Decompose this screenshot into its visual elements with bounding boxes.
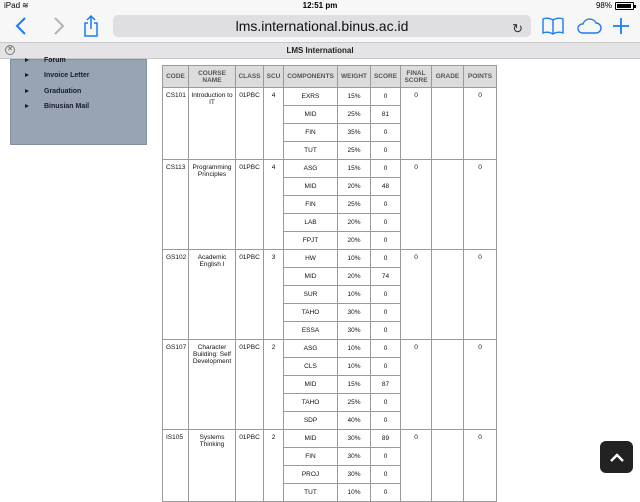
component-score-cell: 0 — [371, 412, 401, 430]
component-score-cell: 0 — [371, 448, 401, 466]
column-header: COURSE NAME — [189, 66, 236, 88]
course-scu-cell: 4 — [264, 88, 284, 160]
bookmarks-button[interactable] — [541, 14, 565, 38]
component-name-cell: MID — [284, 376, 338, 394]
component-name-cell: FPJT — [284, 232, 338, 250]
address-bar[interactable] — [113, 15, 531, 37]
table-row — [163, 340, 497, 358]
component-name-cell: ESSA — [284, 322, 338, 340]
share-button[interactable] — [80, 14, 102, 38]
component-weight-cell: 20% — [338, 268, 371, 286]
course-scu-cell: 2 — [264, 430, 284, 502]
tab-title[interactable]: LMS International — [286, 46, 354, 55]
sidebar-item-label: Graduation — [44, 88, 82, 95]
component-name-cell: MID — [284, 268, 338, 286]
column-header: SCU — [264, 66, 284, 88]
share-icon — [83, 15, 99, 37]
column-header: SCORE — [371, 66, 401, 88]
component-weight-cell: 15% — [338, 376, 371, 394]
component-score-cell: 0 — [371, 250, 401, 268]
component-score-cell: 48 — [371, 178, 401, 196]
component-weight-cell: 30% — [338, 430, 371, 448]
chevron-right-icon — [53, 17, 65, 35]
component-score-cell: 0 — [371, 196, 401, 214]
column-header: FINAL SCORE — [401, 66, 432, 88]
component-score-cell: 0 — [371, 124, 401, 142]
column-header: CODE — [163, 66, 189, 88]
component-name-cell: MID — [284, 430, 338, 448]
status-bar — [0, 0, 640, 11]
cloud-icon — [576, 18, 602, 34]
course-name-cell: Programming Principles — [189, 160, 236, 250]
component-name-cell: ASG — [284, 160, 338, 178]
component-weight-cell: 25% — [338, 106, 371, 124]
component-score-cell: 0 — [371, 466, 401, 484]
component-weight-cell: 10% — [338, 250, 371, 268]
grades-body — [163, 88, 497, 502]
final-score-cell: 0 — [401, 88, 432, 160]
grades-table — [162, 65, 497, 502]
url-text: lms.international.binus.ac.id — [235, 18, 409, 34]
component-score-cell: 0 — [371, 142, 401, 160]
component-name-cell: TAHO — [284, 394, 338, 412]
component-weight-cell: 30% — [338, 466, 371, 484]
component-weight-cell: 35% — [338, 124, 371, 142]
sidebar-item-label: Forum — [44, 57, 66, 64]
back-button[interactable] — [10, 14, 32, 38]
course-class-cell: 01PBC — [236, 88, 264, 160]
course-class-cell: 01PBC — [236, 430, 264, 502]
wifi-icon: ≋ — [22, 1, 29, 10]
reload-icon[interactable]: ↻ — [512, 21, 523, 36]
table-row — [163, 250, 497, 268]
component-name-cell: EXRS — [284, 88, 338, 106]
component-weight-cell: 25% — [338, 196, 371, 214]
course-scu-cell: 2 — [264, 340, 284, 430]
course-class-cell: 01PBC — [236, 160, 264, 250]
column-header: COMPONENTS — [284, 66, 338, 88]
arrow-right-icon — [25, 104, 29, 108]
component-name-cell: MID — [284, 106, 338, 124]
component-name-cell: MID — [284, 178, 338, 196]
sidebar-item-label: Binusian Mail — [44, 103, 90, 110]
grade-cell — [432, 250, 464, 340]
component-weight-cell: 10% — [338, 286, 371, 304]
component-weight-cell: 30% — [338, 304, 371, 322]
battery-percent: 98% — [595, 1, 612, 10]
component-weight-cell: 30% — [338, 448, 371, 466]
browser-toolbar — [0, 11, 640, 42]
component-weight-cell: 25% — [338, 142, 371, 160]
final-score-cell: 0 — [401, 250, 432, 340]
component-weight-cell: 25% — [338, 394, 371, 412]
component-score-cell: 87 — [371, 376, 401, 394]
component-score-cell: 0 — [371, 232, 401, 250]
component-score-cell: 0 — [371, 394, 401, 412]
course-scu-cell: 3 — [264, 250, 284, 340]
component-score-cell: 0 — [371, 286, 401, 304]
component-weight-cell: 20% — [338, 178, 371, 196]
course-class-cell: 01PBC — [236, 250, 264, 340]
component-score-cell: 74 — [371, 268, 401, 286]
component-weight-cell: 10% — [338, 484, 371, 502]
chevron-left-icon — [15, 17, 27, 35]
course-code-cell: GS107 — [163, 340, 189, 430]
component-score-cell: 0 — [371, 322, 401, 340]
tab-bar — [0, 42, 640, 59]
grade-cell — [432, 88, 464, 160]
sidebar-item-label: Invoice Letter — [44, 72, 90, 79]
forward-button[interactable] — [48, 14, 70, 38]
course-name-cell: Systems Thinking — [189, 430, 236, 502]
page-content — [0, 57, 640, 496]
component-weight-cell: 40% — [338, 412, 371, 430]
component-score-cell: 0 — [371, 88, 401, 106]
component-score-cell: 81 — [371, 106, 401, 124]
column-header: GRADE — [432, 66, 464, 88]
course-name-cell: Academic English I — [189, 250, 236, 340]
arrow-right-icon — [25, 58, 29, 62]
component-score-cell: 0 — [371, 160, 401, 178]
points-cell: 0 — [464, 160, 497, 250]
points-cell: 0 — [464, 88, 497, 160]
component-weight-cell: 30% — [338, 322, 371, 340]
grade-cell — [432, 430, 464, 502]
sidebar-menu — [10, 59, 147, 145]
final-score-cell: 0 — [401, 430, 432, 502]
course-code-cell: IS105 — [163, 430, 189, 502]
component-name-cell: FIN — [284, 196, 338, 214]
component-weight-cell: 10% — [338, 340, 371, 358]
component-weight-cell: 15% — [338, 88, 371, 106]
column-header: CLASS — [236, 66, 264, 88]
course-scu-cell: 4 — [264, 160, 284, 250]
arrow-right-icon — [25, 73, 29, 77]
battery-icon — [615, 2, 634, 10]
table-row — [163, 430, 497, 448]
grade-cell — [432, 160, 464, 250]
component-score-cell: 0 — [371, 358, 401, 376]
device-label: iPad — [4, 1, 21, 10]
final-score-cell: 0 — [401, 340, 432, 430]
icloud-tabs-button[interactable] — [576, 14, 602, 38]
arrow-right-icon — [25, 89, 29, 93]
component-name-cell: SUR — [284, 286, 338, 304]
column-header: POINTS — [464, 66, 497, 88]
course-code-cell: CS101 — [163, 88, 189, 160]
new-tab-button[interactable] — [610, 14, 632, 38]
component-score-cell: 0 — [371, 340, 401, 358]
points-cell: 0 — [464, 430, 497, 502]
component-weight-cell: 15% — [338, 160, 371, 178]
component-name-cell: PROJ — [284, 466, 338, 484]
component-name-cell: CLS — [284, 358, 338, 376]
table-header-row — [163, 66, 497, 88]
points-cell: 0 — [464, 340, 497, 430]
course-name-cell: Introduction to IT — [189, 88, 236, 160]
book-icon — [542, 17, 564, 35]
course-class-cell: 01PBC — [236, 340, 264, 430]
chevron-up-icon — [610, 453, 624, 463]
final-score-cell: 0 — [401, 160, 432, 250]
course-code-cell: CS113 — [163, 160, 189, 250]
component-name-cell: TUT — [284, 142, 338, 160]
component-score-cell: 0 — [371, 304, 401, 322]
component-name-cell: TAHO — [284, 304, 338, 322]
points-cell: 0 — [464, 250, 497, 340]
plus-icon — [612, 17, 630, 35]
component-name-cell: ASG — [284, 340, 338, 358]
component-weight-cell: 10% — [338, 358, 371, 376]
course-code-cell: GS102 — [163, 250, 189, 340]
component-name-cell: SDP — [284, 412, 338, 430]
component-name-cell: HW — [284, 250, 338, 268]
status-time: 12:51 pm — [302, 1, 338, 10]
component-score-cell: 89 — [371, 430, 401, 448]
column-header: WEIGHT — [338, 66, 371, 88]
table-row — [163, 160, 497, 178]
component-name-cell: TUT — [284, 484, 338, 502]
grade-cell — [432, 340, 464, 430]
component-score-cell: 0 — [371, 214, 401, 232]
table-row — [163, 88, 497, 106]
close-tab-icon[interactable]: ✕ — [5, 45, 15, 55]
component-name-cell: FIN — [284, 448, 338, 466]
component-weight-cell: 20% — [338, 214, 371, 232]
scroll-to-top-button[interactable] — [600, 441, 633, 473]
component-name-cell: LAB — [284, 214, 338, 232]
course-name-cell: Character Building: Self Development — [189, 340, 236, 430]
component-score-cell: 0 — [371, 484, 401, 502]
component-name-cell: FIN — [284, 124, 338, 142]
component-weight-cell: 20% — [338, 232, 371, 250]
